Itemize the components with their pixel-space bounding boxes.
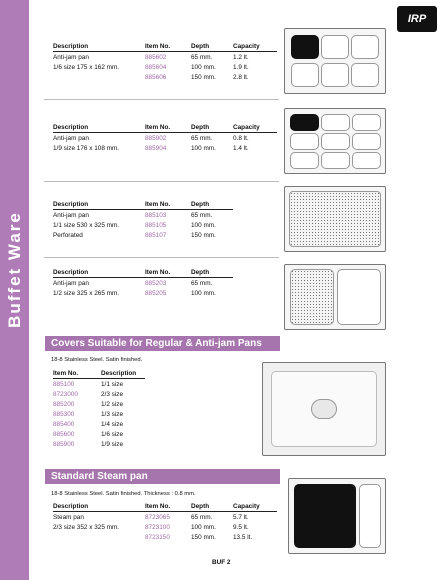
- pan-cell: [289, 191, 381, 247]
- item-number: 885604: [145, 63, 167, 71]
- cell: 2/3 size 352 x 325 mm.: [53, 523, 120, 531]
- item-number: 885902: [145, 134, 167, 142]
- table-row: [53, 522, 277, 532]
- covers-note: 18-8 Stainless Steel. Satin finished.: [51, 357, 143, 363]
- pan-cell: [321, 63, 349, 87]
- pan-cell: [351, 35, 379, 59]
- cell: 1/9 size: [101, 440, 124, 448]
- col-header: Capacity: [233, 42, 277, 52]
- cell: 1/2 size 325 x 265 mm.: [53, 289, 120, 297]
- item-number: 885107: [145, 231, 167, 239]
- col-header: Depth: [191, 268, 233, 278]
- table-row: [53, 389, 145, 399]
- cell: 1/1 size: [101, 380, 124, 388]
- item-number: 885606: [145, 73, 167, 81]
- cell: 100 mm.: [191, 63, 216, 71]
- cell: 13.5 lt.: [233, 533, 253, 541]
- pan-cell: [291, 63, 319, 87]
- cell: 65 mm.: [191, 279, 213, 287]
- cell: Anti-jam pan: [53, 134, 89, 142]
- pan-cell: [290, 269, 334, 325]
- col-header: Depth: [191, 123, 233, 133]
- cell: 0.8 lt.: [233, 134, 249, 142]
- col-header: Description: [53, 268, 145, 278]
- pan-1-6-image: [284, 28, 386, 94]
- item-number: 885600: [53, 430, 75, 438]
- cell: 100 mm.: [191, 144, 216, 152]
- pan-cell: [294, 484, 356, 548]
- cell: Anti-jam pan: [53, 279, 89, 287]
- pan-cell: [290, 133, 319, 150]
- pan-cell: [352, 152, 381, 169]
- table-row: [53, 419, 145, 429]
- table-row: [53, 278, 233, 289]
- cell: 1/6 size: [101, 430, 124, 438]
- spec-table-1-9: [53, 123, 277, 153]
- pan-cell: [290, 114, 319, 131]
- col-header: Capacity: [233, 123, 277, 133]
- table-row: [53, 143, 277, 153]
- col-header: Capacity: [233, 502, 277, 512]
- sidebar-title: Buffet Ware: [5, 211, 24, 328]
- col-header: Depth: [191, 42, 233, 52]
- table-row: [53, 288, 233, 298]
- table-row: [53, 230, 233, 240]
- item-number: 885602: [145, 53, 167, 61]
- spec-table-1-1: [53, 200, 233, 240]
- item-number: 8723150: [145, 533, 170, 541]
- table-row: [53, 512, 277, 523]
- col-header: Depth: [191, 502, 233, 512]
- cell: 1/3 size: [101, 410, 124, 418]
- cell: 1.9 lt.: [233, 63, 249, 71]
- cell: 65 mm.: [191, 134, 213, 142]
- pan-1-9-image: [284, 108, 386, 174]
- brand-logo: IRP: [397, 6, 437, 32]
- cell: 1/6 size 175 x 162 mm.: [53, 63, 120, 71]
- item-number: 8723100: [145, 523, 170, 531]
- col-header: Item No.: [145, 123, 191, 133]
- pan-cell: [352, 114, 381, 131]
- cell: Perforated: [53, 231, 83, 239]
- cover-lid-image: [262, 362, 386, 456]
- table-row: [53, 399, 145, 409]
- pan-cell: [352, 133, 381, 150]
- covers-table: [53, 369, 145, 449]
- item-number: 885103: [145, 211, 167, 219]
- item-number: 885200: [53, 400, 75, 408]
- pan-cell: [321, 35, 349, 59]
- col-header: Item No.: [53, 369, 101, 379]
- lid-handle: [311, 399, 337, 419]
- col-header: Description: [53, 200, 145, 210]
- cell: 100 mm.: [191, 523, 216, 531]
- cell: 5.7 lt.: [233, 513, 249, 521]
- item-number: 885400: [53, 420, 75, 428]
- col-header: Item No.: [145, 502, 191, 512]
- pan-1-2-image: [284, 264, 386, 330]
- cell: 9.5 lt.: [233, 523, 249, 531]
- table-row: [53, 72, 277, 82]
- divider: [44, 181, 279, 182]
- pan-cell: [337, 269, 381, 325]
- item-number: 885205: [145, 289, 167, 297]
- col-header: Item No.: [145, 42, 191, 52]
- pan-cell: [321, 114, 350, 131]
- divider: [44, 99, 279, 100]
- col-header: Item No.: [145, 200, 191, 210]
- cell: 65 mm.: [191, 211, 213, 219]
- item-number: 885105: [145, 221, 167, 229]
- cell: 100 mm.: [191, 221, 216, 229]
- section-heading-steam-pan: Standard Steam pan: [45, 469, 280, 484]
- item-number: 885900: [53, 440, 75, 448]
- item-number: 885300: [53, 410, 75, 418]
- sidebar: [0, 0, 29, 580]
- cell: 2/3 size: [101, 390, 124, 398]
- table-row: [53, 532, 277, 542]
- col-header: Description: [53, 42, 145, 52]
- pan-cell: [351, 63, 379, 87]
- steam-pan-image: [288, 478, 386, 554]
- cell: [53, 72, 145, 82]
- col-header: Description: [53, 123, 145, 133]
- table-row: [53, 409, 145, 419]
- table-row: [53, 133, 277, 144]
- divider: [44, 257, 279, 258]
- item-number: 885203: [145, 279, 167, 287]
- page-number: BUF 2: [212, 559, 231, 566]
- cell: 1/2 size: [101, 400, 124, 408]
- cell: 2.8 lt.: [233, 73, 249, 81]
- cell: [53, 532, 145, 542]
- pan-cell: [291, 35, 319, 59]
- cell: 65 mm.: [191, 513, 213, 521]
- steam-note: 18-8 Stainless Steel. Satin finished. Thickness : 0.8 mm.: [51, 491, 196, 497]
- table-row: [53, 62, 277, 72]
- pan-1-1-perforated-image: [284, 186, 386, 252]
- item-number: 885904: [145, 144, 167, 152]
- table-row: [53, 439, 145, 449]
- pan-cell: [359, 484, 381, 548]
- col-header: Item No.: [145, 268, 191, 278]
- table-row: [53, 429, 145, 439]
- steam-pan-table: [53, 502, 277, 542]
- cell: 1.2 lt.: [233, 53, 249, 61]
- item-number: 8723000: [53, 390, 78, 398]
- cell: 1/4 size: [101, 420, 124, 428]
- item-number: 8723065: [145, 513, 170, 521]
- cell: 1.4 lt.: [233, 144, 249, 152]
- col-header: Description: [101, 369, 145, 379]
- spec-table-1-2: [53, 268, 233, 298]
- table-row: [53, 379, 145, 390]
- table-row: [53, 210, 233, 221]
- cell: Anti-jam pan: [53, 53, 89, 61]
- cell: 150 mm.: [191, 73, 216, 81]
- section-heading-covers: Covers Suitable for Regular & Anti-jam Pans: [45, 336, 280, 351]
- pan-cell: [321, 133, 350, 150]
- cell: 1/9 size 176 x 108 mm.: [53, 144, 120, 152]
- cell: 65 mm.: [191, 53, 213, 61]
- cell: Steam pan: [53, 513, 84, 521]
- col-header: Description: [53, 502, 145, 512]
- col-header: Depth: [191, 200, 233, 210]
- cell: Anti-jam pan: [53, 211, 89, 219]
- cell: 150 mm.: [191, 533, 216, 541]
- cell: 100 mm.: [191, 289, 216, 297]
- cell: 1/1 size 530 x 325 mm.: [53, 221, 120, 229]
- item-number: 885100: [53, 380, 75, 388]
- cell: 150 mm.: [191, 231, 216, 239]
- pan-cell: [290, 152, 319, 169]
- pan-cell: [321, 152, 350, 169]
- spec-table-1-6: [53, 42, 277, 82]
- table-row: [53, 220, 233, 230]
- table-row: [53, 52, 277, 63]
